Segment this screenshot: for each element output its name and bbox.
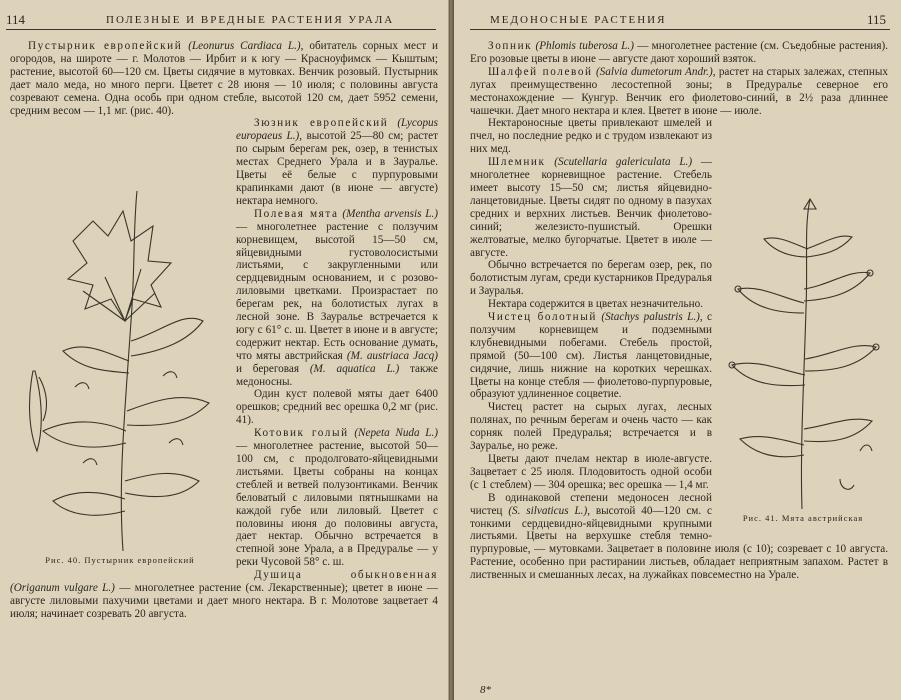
figure-leonurus — [10, 181, 230, 571]
running-title: ПОЛЕЗНЫЕ И ВРЕДНЫЕ РАСТЕНИЯ УРАЛА — [106, 14, 395, 26]
paragraph-scutellaria-habitat: Обычно встречается по берегам озер, рек, по болотистым лугам, среди кустарников Предуралья и Зауралья. — [470, 259, 712, 298]
entry-nepeta: Котовик голый (Nepeta Nuda L.) — многолетнее растение, высотой 50—100 см, с продолговато-яйцевидными листьями. Цветы собраны на концах стеблей и ветвей полузонтиками. Венчик беловатый с лиловыми пятнышками на каждой губе или лиловый. Цветет с половины июня до половины августа, дает нектар. Обычно встречается в степной зоне Урала, а в Предуралье — у реки Чусовой 58° с. ш. — [236, 427, 438, 569]
left-page-text — [10, 40, 438, 692]
figure-mentha-austriaca — [718, 189, 888, 529]
paragraph-scutellaria-nectar: Нектара содержится в цветах незначительно. — [488, 298, 703, 311]
mentha-austriaca-illustration — [720, 189, 886, 511]
paragraph-salvia-nectar: Нектароносные цветы привлекают шмелей и пчел, но последние редко и с трудом извлекают из них мед. — [470, 117, 712, 156]
page-number: 114 — [6, 12, 26, 27]
paragraph-stachys-habitat: Чистец растет на сырых лугах, лесных полянах, по речным берегам и очень часто — как сорняк полей Предуралья; встречается и в Зауралье, но реже. — [470, 401, 712, 453]
running-title: МЕДОНОСНЫЕ РАСТЕНИЯ — [490, 14, 667, 26]
entry-lycopus: Зюзник европейский (Lycopus europaeus L.), высотой 25—80 см; растет по сырым берегам рек, озер, в тенистых местах Среднего Урала и в Зауралье. Цветы её белые с пурпуровыми крапинками дают (в июне — августе) нектара немного. — [236, 117, 438, 207]
entry-leonurus: Пустырник европейский (Leonurus Cardiaca L.), обитатель сорных мест и огородов, на широте — г. Молотов — Ирбит и к югу — Красноуфимск — Кыштым; растение, высотой 60—120 см. Цветы сидячие в мутовках. Венчик розовый. Пустырник дает мало меда, но много перги. Цветет с 28 июня — 10 июля; с половины августа созревают семена. Одна особь при одном стебле, высотой 120 см, дает 5952 семени, средним весом — 1,1 мг. (рис. 40). — [10, 40, 438, 117]
paragraph-stachys-nectar: Цветы дают пчелам нектар в июле-августе. Зацветает с 25 июля. Плодовитость одной особи (с 1 стеблем) — 304 орешка; вес орешка — 1,4 мг. — [470, 453, 712, 491]
entry-mentha: Полевая мята (Mentha arvensis L.) — многолетнее растение с ползучим корневищем, высотой 15—50 см, яйцевидными густоволосистыми листьями, с закругленными или сердцевидным основанием, и с розово-лиловыми цветками. Произрастает по берегам рек, на болотистых лугах в лесной зоне. В Зауралье встречается к югу с 61° с. ш. Цветет в июне и в августе; содержит нектар. Есть основание думать, что мяты австрийская (M. austriaca Jacq) и береговая (M. aquatica L.) также медоносны. — [236, 207, 438, 388]
signature-mark: 8* — [480, 684, 491, 696]
entry-stachys-palustris: Чистец болотный (Stachys palustris L.), с ползучим корневищем и подземными клубневидными побегами. Стебель простой, прямой (50—100 см). Листья ланцетовидные, сидячие, лишь нижние на коротких черешках. Цветы на конце стебля — фиолетово-пурпуровые, образуют удлиненное соцветие. — [470, 311, 712, 401]
left-page — [0, 0, 449, 700]
right-page — [454, 0, 901, 700]
page-number: 115 — [866, 12, 886, 27]
right-page-text — [470, 40, 888, 680]
entry-scutellaria: Шлемник (Scutellaria galericulata L.) — многолетнее корневищное растение. Стебель имеет высоту 15—50 см; листья яйцевидно-ланцетовидные. Цветы сидят по одному в пазухах средних и верхних листьев. Венчик фиолетово-синий; железисто-пушистый. Орешки желтоватые, мелко бугорчатые. Цветет в июле — августе. — [470, 156, 713, 259]
entry-stachys-silvaticus: В одинаковой степени медоносен лесной чистец (S. silvaticus L.), высотой 40—120 см. с тонкими сердцевидно-яйцевидными крупными листьями. Цветы на верхушке стебля темно-пурпуровые, — мутовками. Зацветает в половине июля (с 10); созревает с 10 августа. Растение, особенно при растирании листьев, обладает неприятным запахом. Растет в лиственных и смешанных лесах, на лужайках повсеместно на Урале. — [470, 491, 888, 582]
entry-salvia: Шалфей полевой (Salvia dumetorum Andr.), растет на старых залежах, степных лугах преимущественно лесостепной зоны; в Предуралье северное его местонахождение — Кунгур. Венчик его фиолетово-синий, в 2½ раза длиннее чашечки. Дает много нектара и клея. Цветет в июне — июле. — [470, 65, 888, 117]
left-page-header — [6, 10, 436, 30]
leonurus-illustration — [13, 181, 227, 553]
entry-phlomis: Зопник (Phlomis tuberosa L.) — многолетнее растение (см. Съедобные растения). Его розовые цветы в июне — августе дают хороший взяток. — [470, 40, 888, 65]
figure-caption: Рис. 41. Мята австрийская — [742, 513, 864, 524]
figure-caption: Рис. 40. Пустырник европейский — [45, 555, 195, 566]
right-page-header — [470, 10, 890, 30]
paragraph-mint-seeds: Один куст полевой мяты дает 6400 орешков; средний вес орешка 0,2 мг (рис. 41). — [236, 388, 438, 427]
entry-origanum: Душица обыкновенная (Origanum vulgare L.) — многолетнее растение (см. Лекарственные); цветет в июне — августе лиловыми пахучими цветами и дает много нектара. В г. Молотове зацветает 4 июля; начинает созревать 20 августа. — [10, 569, 438, 620]
